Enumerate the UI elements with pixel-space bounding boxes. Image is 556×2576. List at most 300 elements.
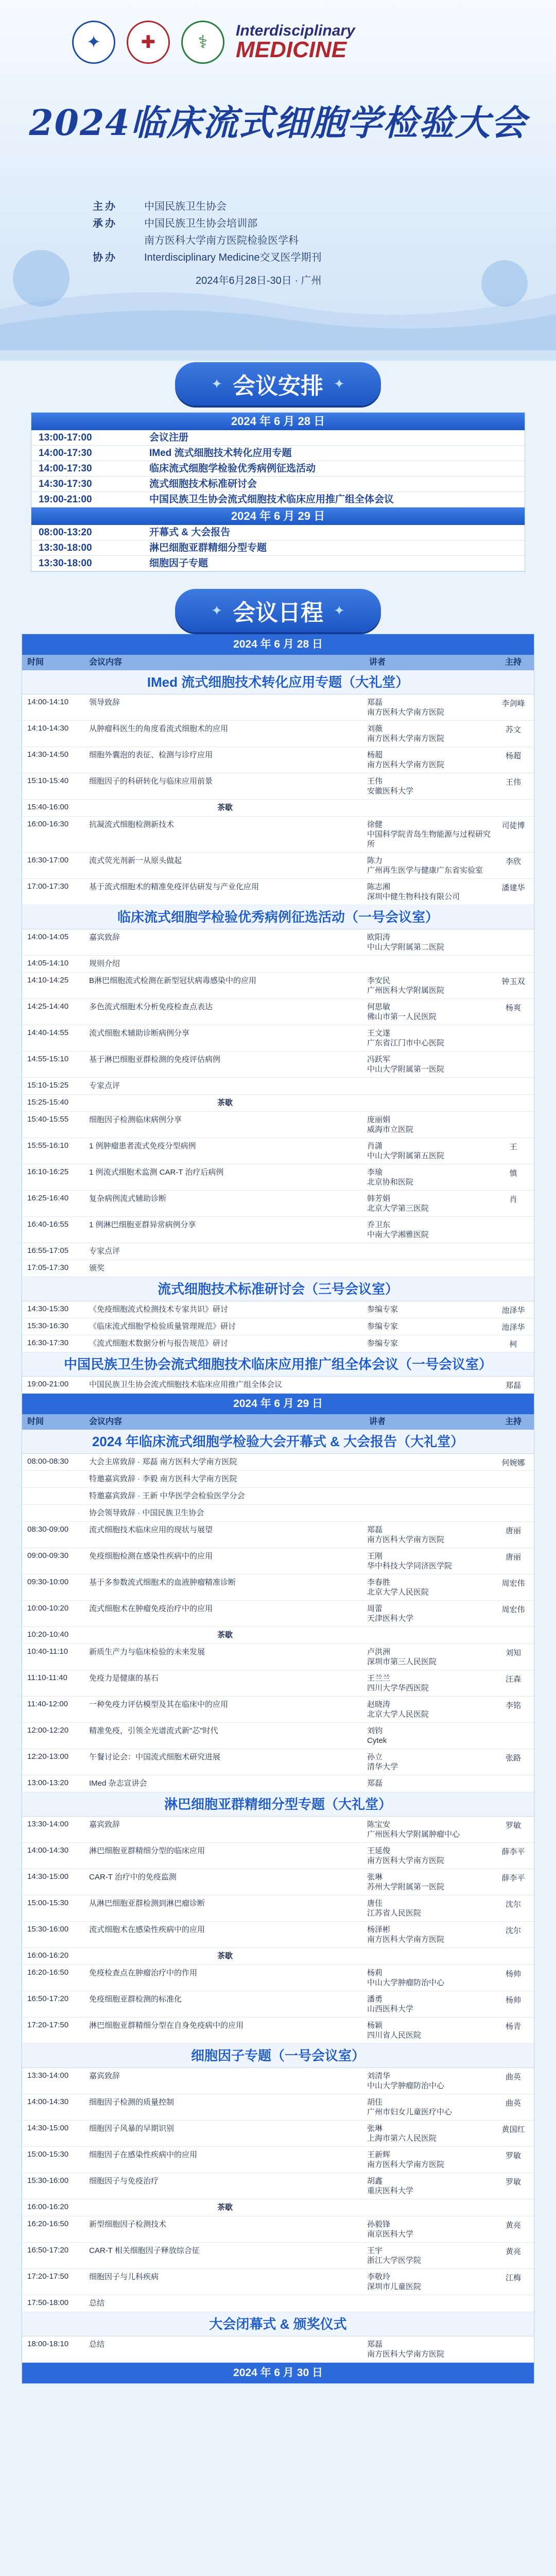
schedule-row [22, 1377, 534, 1394]
row-speaker: 徐健 中国科学院青岛生物能源与过程研究所 [367, 820, 491, 849]
schedule-row [22, 2269, 534, 2295]
row-speaker: 杨颖 四川省人民医院 [367, 2021, 422, 2040]
row-speaker: 肖潇 中山大学附属第五医院 [367, 1142, 445, 1160]
agenda-content: 中国民族卫生协会流式细胞技术临床应用推广组全体会议 [149, 494, 394, 505]
row-time: 16:20-16:50 [27, 2219, 69, 2228]
row-host: 柯 [509, 1340, 517, 1349]
star-icon: ✦ [211, 602, 222, 618]
row-content: 免疫细胞检测在感染性疾病中的应用 [89, 1552, 213, 1561]
row-content: 一种免疫力评估模型及其在临床中的应用 [89, 1700, 229, 1709]
schedule-row [22, 2216, 534, 2243]
row-content: 抗凝流式细胞检测新技术 [89, 820, 175, 829]
schedule-day-bar: 2024 年 6 月 30 日 [22, 2363, 534, 2383]
row-speaker [365, 1627, 493, 1643]
row-host: 罗敏 [505, 2178, 521, 2187]
row-host: 罗敏 [505, 2151, 521, 2160]
row-speaker: 杨泽彬 南方医科大学南方医院 [367, 1925, 445, 1944]
row-time: 12:00-12:20 [27, 1726, 69, 1735]
row-host [493, 1505, 534, 1521]
row-speaker [365, 1243, 493, 1260]
schedule-row [22, 929, 534, 956]
row-time: 14:55-15:10 [27, 1055, 69, 1063]
row-host: 郑磊 [505, 1381, 521, 1390]
agenda-row [31, 492, 525, 507]
row-host [493, 929, 534, 955]
row-speaker: 李瑜 北京协和医院 [367, 1168, 414, 1187]
row-host [493, 1488, 534, 1504]
agenda-title-wrap [0, 361, 556, 407]
star-icon: ✦ [211, 376, 222, 392]
row-time: 15:55-16:10 [27, 1141, 69, 1150]
row-host: 曲英 [505, 2073, 521, 2081]
col-speaker: 讲者 [369, 1417, 386, 1426]
row-time: 14:30-15:30 [27, 1304, 69, 1313]
row-time: 14:00-14:10 [27, 698, 69, 706]
row-content: 从淋巴细胞亚群检测到淋巴瘤诊断 [89, 1899, 205, 1908]
schedule-row [22, 694, 534, 721]
schedule-row [22, 2147, 534, 2173]
row-content: 总结 [89, 2340, 105, 2349]
row-time: 14:30-15:00 [27, 2124, 69, 2132]
schedule-row [22, 1243, 534, 1260]
row-host [493, 2295, 534, 2312]
row-time: 16:00-16:30 [27, 820, 69, 828]
row-content: 总结 [89, 2299, 105, 2308]
row-content: 流式细胞术在感染性疾病中的应用 [89, 1925, 205, 1934]
row-speaker: 胡佳 广州市妇女儿童医疗中心 [367, 2098, 453, 2116]
row-host [493, 1775, 534, 1792]
agenda-time: 13:00-17:00 [39, 432, 92, 443]
agenda-title: ✦ 会议安排 ✦ [175, 362, 381, 405]
row-content: CAR-T 相关细胞因子释放综合征 [89, 2246, 200, 2255]
row-time: 15:10-15:40 [27, 776, 69, 785]
row-time: 15:40-16:00 [27, 803, 69, 811]
header [0, 0, 556, 361]
row-content: 免疫检查点在肿瘤治疗中的作用 [89, 1969, 198, 1977]
row-speaker: 郑磊 南方医科大学南方医院 [367, 698, 445, 717]
schedule-row [22, 800, 534, 817]
row-time: 19:00-21:00 [27, 1380, 69, 1388]
row-time: 17:00-17:30 [27, 882, 69, 891]
row-speaker [365, 2199, 493, 2216]
row-content: 1 例流式细胞术监测 CAR-T 治疗后病例 [89, 1168, 224, 1177]
session-title: 流式细胞技术标准研讨会（三号会议室） [22, 1277, 534, 1301]
row-speaker [365, 1505, 493, 1521]
row-speaker: 王伟 安徽医科大学 [367, 777, 414, 795]
session-title: 细胞因子专题（一号会议室） [22, 2044, 534, 2068]
schedule-row [22, 1488, 534, 1505]
schedule-row [22, 1869, 534, 1895]
row-time: 08:30-09:00 [27, 1525, 69, 1534]
row-content: 基于淋巴细胞亚群检测的免疫评估病例 [89, 1055, 221, 1064]
row-content: 细胞外囊泡的表征、检测与诊疗应用 [89, 751, 213, 759]
agenda-time: 13:30-18:00 [39, 543, 92, 553]
agenda-row [31, 446, 525, 461]
row-time: 14:00-14:30 [27, 1846, 69, 1855]
schedule-row [22, 1471, 534, 1488]
row-time: 15:30-16:00 [27, 1925, 69, 1934]
row-speaker: 王刚 华中科技大学同济医学院 [367, 1552, 453, 1570]
row-host: 池泽华 [501, 1306, 525, 1315]
row-content: 特邀嘉宾致辞 · 李毅 南方医科大学南方医院 [89, 1475, 237, 1483]
schedule-row [22, 2094, 534, 2121]
row-speaker: 何思敏 佛山市第一人民医院 [367, 1003, 437, 1021]
col-host: 主持 [505, 1417, 522, 1426]
schedule-row [22, 2199, 534, 2216]
row-content: 流式细胞技术临床应用的现状与展望 [89, 1526, 213, 1534]
row-time [22, 1471, 89, 1487]
row-content: 基于多参数流式细胞术的血液肿瘤精准诊断 [89, 1578, 236, 1587]
row-time: 16:40-16:55 [27, 1220, 69, 1229]
schedule-row [22, 956, 534, 973]
agenda-table [31, 412, 525, 572]
schedule-column-header [22, 1414, 534, 1430]
row-host: 唐丽 [505, 1553, 521, 1562]
row-time: 11:10-11:40 [27, 1673, 67, 1682]
row-time: 17:20-17:50 [27, 2021, 69, 2029]
row-host: 唐丽 [505, 1527, 521, 1535]
schedule-row [22, 1522, 534, 1548]
schedule-row [22, 1301, 534, 1318]
row-speaker [365, 1471, 493, 1487]
row-content: 淋巴细胞亚群精细分型的临床应用 [89, 1846, 205, 1855]
schedule-row [22, 1627, 534, 1644]
agenda-row [31, 540, 525, 556]
organizer-row: 主办 中国民族卫生协会 [93, 201, 227, 212]
row-content: 从肿瘤科医生的角度看流式细胞术的应用 [89, 724, 229, 733]
row-content: 中国民族卫生协会流式细胞技术临床应用推广组全体会议 [89, 1380, 283, 1389]
row-content: IMed 杂志宣讲会 [89, 1779, 147, 1788]
schedule-row [22, 1948, 534, 1965]
row-content: 流式荧光剂新一从原头做起 [89, 856, 182, 865]
row-time: 18:00-18:10 [27, 2340, 69, 2348]
row-content: 大会主席致辞 · 郑磊 南方医科大学南方医院 [89, 1458, 237, 1466]
conference-title: 2024临床流式细胞学检验大会 [29, 103, 527, 144]
row-time: 17:05-17:30 [27, 1263, 69, 1272]
row-host: 刘知 [505, 1649, 521, 1657]
star-icon: ✦ [334, 376, 345, 392]
row-speaker: 庞丽娟 威海市立医院 [367, 1115, 414, 1134]
row-time: 13:00-13:20 [27, 1778, 69, 1787]
agenda-content: 开幕式 & 大会报告 [149, 527, 231, 538]
schedule-row [22, 1922, 534, 1948]
row-speaker: 李春胜 北京大学人民医院 [367, 1578, 429, 1597]
schedule-row [22, 1601, 534, 1627]
row-time: 14:40-14:55 [27, 1028, 69, 1037]
row-host: 曲英 [505, 2099, 521, 2108]
row-host [493, 2199, 534, 2216]
row-time: 14:30-14:50 [27, 750, 69, 759]
agenda-day-bar: 2024 年 6 月 28 日 [31, 413, 525, 430]
row-speaker: 参编专家 [367, 1339, 398, 1348]
row-host: 李欣 [505, 857, 521, 866]
row-speaker: 参编专家 [367, 1305, 398, 1314]
row-speaker: 卢洪洲 深圳市第三人民医院 [367, 1648, 437, 1666]
row-content: 复杂病例流式辅助诊断 [89, 1194, 167, 1203]
schedule-day-bar: 2024 年 6 月 29 日 [22, 1394, 534, 1414]
row-speaker [365, 800, 493, 816]
row-speaker: 李敬玲 深圳市儿童医院 [367, 2273, 422, 2291]
row-host: 杨帅 [505, 1970, 521, 1978]
schedule-row [22, 1335, 534, 1352]
col-content: 会议内容 [89, 658, 123, 667]
row-host: 罗敏 [505, 1821, 521, 1830]
row-speaker: 赵晓涛 北京大学人民医院 [367, 1700, 429, 1719]
row-speaker [365, 1454, 493, 1470]
row-content: 细胞因子与免疫治疗 [89, 2177, 159, 2185]
row-time: 08:00-08:30 [27, 1457, 69, 1466]
row-time: 16:10-16:25 [27, 1167, 69, 1176]
agenda-content: IMed 流式细胞技术转化应用专题 [149, 448, 292, 459]
schedule-title: ✦ 会议日程 ✦ [175, 589, 381, 632]
schedule-row [22, 2121, 534, 2147]
row-content: 淋巴细胞亚群精细分型在自身免疫病中的应用 [89, 2021, 244, 2030]
row-host: 苏文 [505, 725, 521, 734]
conference-date: 2024年6月28日-30日 · 广州 [196, 275, 322, 286]
row-time: 14:05-14:10 [27, 959, 69, 968]
row-content: 细胞因子在感染性疾病中的应用 [89, 2150, 198, 2159]
schedule-row [22, 1454, 534, 1471]
row-host: 黄亮 [505, 2247, 521, 2256]
row-time: 09:00-09:30 [27, 1551, 69, 1560]
logos [72, 21, 355, 64]
row-host [493, 1723, 534, 1749]
row-time: 16:30-17:30 [27, 1338, 69, 1347]
schedule-row [22, 1025, 534, 1052]
row-host: 池泽华 [501, 1323, 525, 1332]
schedule-row [22, 1138, 534, 1164]
row-time: 15:00-15:30 [27, 1899, 69, 1907]
row-time: 15:10-15:25 [27, 1081, 69, 1090]
row-host: 杨青 [505, 2022, 521, 2031]
row-host: 江梅 [505, 2274, 521, 2282]
schedule-row [22, 2018, 534, 2044]
row-time: 16:55-17:05 [27, 1246, 69, 1255]
row-host: 司徒博 [501, 821, 525, 830]
agenda-content: 会议注册 [149, 432, 189, 443]
row-host: 李剑峰 [501, 699, 525, 708]
row-host [493, 1948, 534, 1964]
row-speaker: 杨莉 中山大学肿瘤防治中心 [367, 1969, 445, 1987]
schedule-row [22, 879, 534, 905]
row-time: 17:50-18:00 [27, 2298, 69, 2307]
row-time [22, 1488, 89, 1504]
row-host: 黄国红 [501, 2125, 525, 2134]
row-content: 茶歇 [217, 803, 233, 812]
session-title: 淋巴细胞亚群精细分型专题（大礼堂） [22, 1792, 534, 1817]
row-host [493, 1112, 534, 1138]
row-speaker [365, 1488, 493, 1504]
row-host [493, 1260, 534, 1277]
row-speaker: 乔卫东 中南大学湘雅医院 [367, 1221, 429, 1239]
schedule-row [22, 721, 534, 747]
journal-logo: Interdisciplinary MEDICINE [236, 22, 355, 62]
row-host [493, 1095, 534, 1111]
row-content: 基于流式细胞术的精准免疫评估研发与产业化应用 [89, 883, 259, 891]
row-speaker [365, 1948, 493, 1964]
row-time: 10:20-10:40 [27, 1630, 69, 1639]
row-speaker: 李安民 广州医科大学附属医院 [367, 976, 445, 995]
row-time: 16:25-16:40 [27, 1194, 69, 1202]
row-speaker [365, 1260, 493, 1277]
row-content: 茶歇 [217, 2203, 233, 2212]
row-speaker: 参编专家 [367, 1322, 398, 1331]
row-content: 1 例淋巴细胞亚群异常病例分享 [89, 1221, 196, 1229]
row-time: 15:00-15:30 [27, 2150, 69, 2159]
schedule-row [22, 1670, 534, 1697]
row-host: 慎 [509, 1169, 517, 1178]
row-host: 杨爽 [505, 1004, 521, 1012]
row-host: 王伟 [505, 778, 521, 787]
row-speaker [365, 1095, 493, 1111]
row-time: 15:25-15:40 [27, 1098, 69, 1107]
row-content: 流式细胞术在肿瘤免疫治疗中的应用 [89, 1604, 213, 1613]
row-host: 何婉娜 [501, 1459, 525, 1467]
row-time: 15:30-16:00 [27, 2176, 69, 2185]
row-host [493, 1078, 534, 1094]
session-title: 中国民族卫生协会流式细胞技术临床应用推广组全体会议（一号会议室） [22, 1352, 534, 1377]
agenda-time: 14:00-17:30 [39, 448, 92, 459]
row-content: 新质生产力与临床检验的未来发展 [89, 1648, 205, 1656]
organizers [93, 198, 322, 266]
row-time: 16:00-16:20 [27, 2202, 69, 2211]
schedule-row [22, 1817, 534, 1843]
row-time: 14:30-15:00 [27, 1872, 69, 1881]
schedule-row [22, 1260, 534, 1277]
row-content: 茶歇 [217, 1631, 233, 1639]
row-content: CAR-T 治疗中的免疫监测 [89, 1873, 177, 1882]
row-speaker: 孙立 清华大学 [367, 1753, 398, 1771]
col-time: 时间 [27, 658, 44, 667]
row-content: 精准免疫，引领全光谱流式新"芯"时代 [89, 1726, 218, 1735]
schedule-row [22, 1843, 534, 1869]
row-time: 15:40-15:55 [27, 1115, 69, 1124]
row-host: 周宏伟 [501, 1579, 525, 1588]
row-host: 杨帅 [505, 1996, 521, 2005]
row-speaker: 胡鑫 重庆医科大学 [367, 2177, 414, 2195]
row-host: 肖 [509, 1195, 517, 1204]
agenda-content: 淋巴细胞亚群精细分型专题 [149, 543, 267, 553]
row-content: B淋巴细胞流式检测在新型冠状病毒感染中的应用 [89, 976, 257, 985]
row-speaker [365, 1377, 493, 1393]
row-speaker: 王新辉 南方医科大学南方医院 [367, 2150, 445, 2169]
organizer-row: 承办 中国民族卫生协会培训部 [93, 218, 257, 229]
schedule-row [22, 817, 534, 853]
row-speaker: 刘清华 中山大学肿瘤防治中心 [367, 2072, 445, 2090]
row-content: 特邀嘉宾致辞 · 王新 中华医学会检验医学分会 [89, 1492, 245, 1500]
row-speaker: 郑磊 [367, 1779, 383, 1788]
schedule-row [22, 2243, 534, 2269]
row-content: 嘉宾致辞 [89, 1820, 120, 1829]
row-host [493, 1052, 534, 1077]
schedule-row [22, 1895, 534, 1922]
schedule-day-bar: 2024 年 6 月 28 日 [22, 634, 534, 655]
association-logo-icon: ✦ [72, 21, 115, 64]
schedule-row [22, 853, 534, 879]
row-speaker: 欧阳涛 中山大学附属第二医院 [367, 933, 445, 952]
row-time: 15:30-16:30 [27, 1321, 69, 1330]
agenda-time: 14:30-17:30 [39, 479, 92, 489]
lab-logo-icon: ⚕ [181, 21, 224, 64]
row-time: 14:10-14:30 [27, 724, 69, 733]
schedule-row [22, 1965, 534, 1991]
row-time: 10:00-10:20 [27, 1604, 69, 1613]
row-host: 黄亮 [505, 2221, 521, 2230]
row-content: 专家点评 [89, 1081, 120, 1090]
agenda-time: 14:00-17:30 [39, 463, 92, 474]
schedule-row [22, 973, 534, 999]
agenda-row [31, 556, 525, 571]
row-time: 14:00-14:05 [27, 933, 69, 941]
row-content: 细胞因子检测的质量控制 [89, 2098, 175, 2107]
agenda-row [31, 477, 525, 492]
row-host: 薛李平 [501, 1874, 525, 1883]
schedule-row [22, 747, 534, 773]
row-time: 16:50-17:20 [27, 1994, 69, 2003]
row-host [493, 1627, 534, 1643]
row-time: 16:00-16:20 [27, 1951, 69, 1960]
schedule-row [22, 2068, 534, 2094]
row-host [493, 1217, 534, 1243]
row-content: 新型细胞因子检测技术 [89, 2220, 167, 2229]
schedule-row [22, 1078, 534, 1095]
organizer-row: 协办 Interdisciplinary Medicine交叉医学期刊 [93, 252, 322, 263]
agenda-content: 细胞因子专题 [149, 558, 208, 569]
row-speaker: 潘勇 山西医科大学 [367, 1995, 414, 2013]
row-speaker: 陈力 广州再生医学与健康广东省实验室 [367, 856, 483, 875]
col-host: 主持 [505, 658, 522, 667]
row-host: 张路 [505, 1754, 521, 1762]
row-time: 14:00-14:30 [27, 2097, 69, 2106]
row-time: 14:10-14:25 [27, 976, 69, 985]
row-speaker: 冯跃军 中山大学附属第一医院 [367, 1055, 445, 1074]
row-content: 《免疫细胞流式检测技术专家共识》研讨 [89, 1305, 229, 1314]
schedule-row [22, 2336, 534, 2363]
schedule-row [22, 2295, 534, 2312]
row-speaker: 陈志湘 深圳中健生物科技有限公司 [367, 883, 460, 901]
row-speaker: 杨超 南方医科大学南方医院 [367, 751, 445, 769]
row-content: 免疫细胞亚群检测的标准化 [89, 1995, 182, 2004]
row-content: 嘉宾致辞 [89, 2072, 120, 2080]
row-speaker: 王延俊 南方医科大学南方医院 [367, 1846, 445, 1865]
session-title: 临床流式细胞学检验优秀病例征选活动（一号会议室） [22, 905, 534, 929]
schedule-row [22, 1723, 534, 1749]
row-speaker: 王文遂 广东省江门市中心医院 [367, 1029, 445, 1047]
schedule-row [22, 1191, 534, 1217]
row-content: 细胞因子的科研转化与临床应用前景 [89, 777, 213, 786]
agenda-time: 13:30-18:00 [39, 558, 92, 569]
row-speaker [365, 1078, 493, 1094]
row-content: 细胞因子检测临床病例分享 [89, 1115, 182, 1124]
agenda-row [31, 461, 525, 477]
schedule-row [22, 1318, 534, 1335]
schedule-table [22, 634, 534, 2384]
row-speaker: 郑磊 南方医科大学南方医院 [367, 2340, 445, 2359]
row-host: 王 [509, 1143, 517, 1151]
row-content: 细胞因子与儿科疾病 [89, 2273, 159, 2281]
col-content: 会议内容 [89, 1417, 123, 1426]
row-content: 规则介绍 [89, 959, 120, 968]
agenda-row [31, 430, 525, 446]
row-content: 茶歇 [217, 1952, 233, 1960]
row-time: 17:20-17:50 [27, 2272, 69, 2281]
row-content: 专家点评 [89, 1247, 120, 1256]
schedule-row [22, 1112, 534, 1138]
row-time: 16:20-16:50 [27, 1968, 69, 1977]
row-speaker [365, 956, 493, 972]
session-title: IMed 流式细胞技术转化应用专题（大礼堂） [22, 670, 534, 694]
schedule-row [22, 1095, 534, 1112]
